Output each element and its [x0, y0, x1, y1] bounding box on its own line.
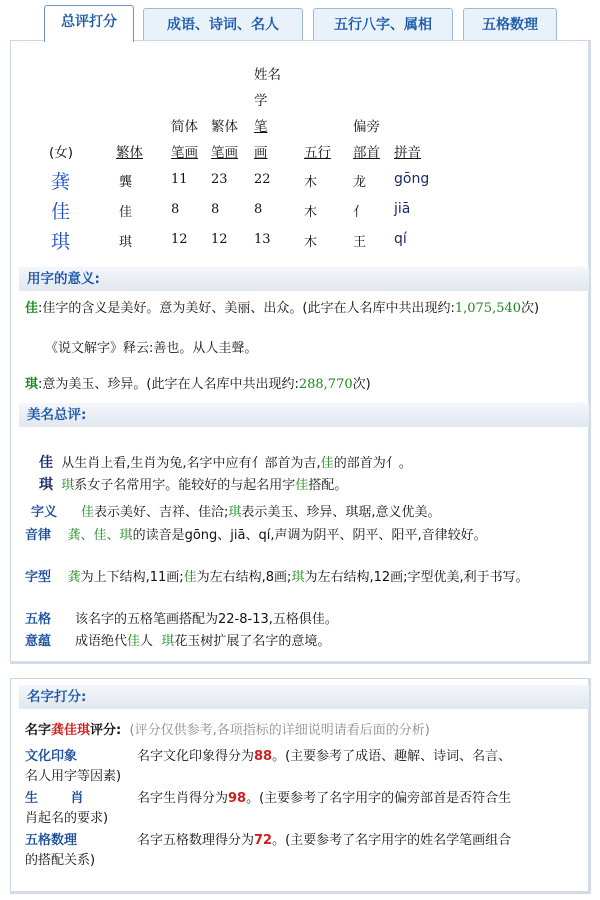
review-connotation-t1: 成语绝代	[75, 634, 128, 649]
simplified-strokes-1: 11	[171, 172, 188, 187]
review-shape-label: 字型	[25, 570, 52, 585]
meaning-jia-text-end: 次)	[521, 301, 540, 316]
meaning-jia-char: 佳	[25, 301, 39, 316]
header-name-strokes-4: 画	[254, 145, 268, 161]
review-rhythm-label: 音律	[25, 528, 52, 543]
header-name-strokes-3: 笔	[254, 119, 268, 135]
review-connotation-t3: 花玉树扩展了名字的意境。	[174, 634, 331, 649]
tab-five-grid[interactable]: 五格数理	[463, 8, 557, 41]
score-heading-prefix: 名字	[25, 723, 52, 738]
name-char-1: 龚	[51, 171, 71, 193]
score-zodiac-label: 生 肖	[25, 791, 98, 806]
header-simplified-1: 简体	[171, 119, 198, 135]
score-grid-t1: 名字五格数理得分为	[137, 833, 255, 848]
review-jia-line	[39, 453, 587, 474]
meaning-jia-text: :佳字的含义是美好。意为美好、美丽、出众。(此字在人名库中共出现约:	[38, 301, 455, 316]
header-simplified-2: 笔画	[171, 145, 198, 161]
section-title-score: 名字打分:	[19, 685, 589, 709]
score-culture-value: 88	[254, 749, 273, 764]
review-jia-text2: 的部首为亻。	[333, 456, 412, 471]
review-connotation-t2: 人	[140, 634, 154, 649]
header-radical-1: 偏旁	[353, 119, 380, 135]
score-culture-t2: 。(主要参考了成语、趣解、诗词、名言、名人用字等因素)	[25, 749, 512, 784]
meaning-qi-text: :意为美玉、珍异。(此字在人名库中共出现约:	[38, 377, 299, 392]
review-connotation-hl2: 琪	[161, 634, 175, 649]
tab-overall-score[interactable]: 总评打分	[44, 5, 134, 42]
review-qi-hl2: 佳	[295, 478, 309, 493]
name-char-3: 琪	[51, 231, 71, 253]
review-meaning-hl2: 琪	[228, 505, 242, 520]
review-connotation-hl1: 佳	[127, 634, 141, 649]
section-title-review: 美名总评:	[19, 403, 589, 427]
simplified-strokes-2: 8	[171, 202, 180, 217]
review-shape-t1: 为上下结构,11画;	[80, 570, 184, 585]
review-qi-line	[39, 475, 587, 496]
score-zodiac-value: 98	[228, 791, 247, 806]
meaning-qi-count: 288,770	[298, 377, 353, 392]
score-zodiac-t1: 名字生肖得分为	[137, 791, 229, 806]
traditional-char-1: 龔	[119, 175, 133, 190]
tab-five-elements-zodiac[interactable]: 五行八字、属相	[313, 8, 453, 41]
header-name-strokes-1: 姓名	[254, 67, 281, 83]
simplified-strokes-3: 12	[171, 232, 188, 247]
review-qi-char: 琪	[39, 477, 53, 493]
gender-label: (女)	[49, 145, 74, 161]
tab-bar	[0, 0, 600, 40]
name-strokes-3: 13	[254, 232, 271, 247]
review-connotation-label: 意蕴	[25, 634, 52, 649]
review-meaning-t2: 表示美玉、珍异、琪琚,意义优美。	[241, 505, 441, 520]
review-qi-text2: 搭配。	[308, 478, 348, 493]
review-grid-label: 五格	[25, 612, 52, 627]
review-meaning-hl1: 佳	[81, 505, 95, 520]
review-shape-hl1: 龚	[67, 570, 81, 585]
score-card	[10, 678, 591, 894]
review-jia-text1: 从生肖上看,生肖为兔,名字中应有亻部首为吉,	[61, 456, 321, 471]
review-grid-text: 该名字的五格笔画搭配为22-8-13,五格俱佳。	[75, 612, 338, 627]
element-2: 木	[304, 205, 318, 220]
score-culture-t1: 名字文化印象得分为	[137, 749, 255, 764]
meaning-jia-paragraph	[25, 299, 581, 319]
pinyin-2: jiā	[394, 201, 411, 217]
review-rhythm-row	[25, 526, 581, 546]
header-five-elements: 五行	[304, 145, 331, 161]
traditional-strokes-2: 8	[211, 202, 220, 217]
traditional-char-3: 琪	[119, 235, 133, 250]
review-qi-hl1: 琪	[61, 478, 75, 493]
score-zodiac-t2: 。(主要参考了名字用字的偏旁部首是否符合生肖起名的要求)	[25, 791, 512, 826]
score-zodiac-text	[25, 789, 523, 829]
score-culture-text	[25, 747, 523, 787]
section-title-meaning: 用字的意义:	[19, 267, 589, 291]
score-grid-label: 五格数理	[25, 833, 78, 848]
review-rhythm-hl: 龚、佳、琪	[67, 528, 133, 543]
review-meaning-text	[81, 503, 579, 523]
review-qi-text1: 系女子名常用字。能较好的与起名用字	[74, 478, 296, 493]
meaning-qi-char: 琪	[25, 377, 39, 392]
review-shape-t3: 为左右结构,12画;字型优美,利于书写。	[304, 570, 529, 585]
review-meaning-t1: 表示美好、吉祥、佳洽;	[94, 505, 229, 520]
score-grid-value: 72	[254, 833, 273, 848]
traditional-strokes-3: 12	[211, 232, 228, 247]
name-char-2: 佳	[51, 201, 71, 223]
header-pinyin: 拼音	[394, 145, 421, 161]
review-shape-text	[25, 570, 529, 585]
element-1: 木	[304, 175, 318, 190]
meaning-jia-shuowen: 《说文解字》释云:善也。从人圭聲。	[45, 341, 258, 356]
review-meaning-label: 字义	[31, 505, 58, 520]
score-grid-text	[25, 831, 523, 871]
header-traditional: 繁体	[116, 145, 143, 161]
radical-2: 亻	[353, 205, 367, 220]
score-culture-label: 文化印象	[25, 749, 78, 764]
radical-1: 龙	[353, 175, 367, 190]
review-shape-hl2: 佳	[183, 570, 197, 585]
tab-idioms-poems-celebrities[interactable]: 成语、诗词、名人	[143, 8, 303, 41]
name-strokes-2: 8	[254, 202, 263, 217]
review-jia-hl: 佳	[320, 456, 334, 471]
pinyin-3: qí	[394, 231, 407, 247]
review-shape-row	[25, 568, 581, 588]
review-jia-char: 佳	[39, 455, 53, 471]
review-rhythm-t: 的读音是gōng、jiā、qí,声调为阴平、阴平、阳平,音律较好。	[132, 528, 487, 543]
meaning-qi-paragraph	[25, 375, 581, 395]
meaning-jia-count: 1,075,540	[454, 301, 522, 316]
pinyin-1: gōng	[394, 171, 430, 187]
header-name-strokes-2: 学	[254, 93, 268, 109]
traditional-strokes-1: 23	[211, 172, 228, 187]
header-trad-strokes-1: 繁体	[211, 119, 238, 135]
score-grid-t2: 。(主要参考了名字用字的姓名学笔画组合的搭配关系)	[25, 833, 512, 868]
traditional-char-2: 佳	[119, 205, 133, 220]
header-trad-strokes-2: 笔画	[211, 145, 238, 161]
score-heading	[25, 721, 581, 741]
review-shape-t2: 为左右结构,8画;	[196, 570, 292, 585]
element-3: 木	[304, 235, 318, 250]
review-connotation-text	[75, 632, 573, 652]
score-heading-note: (评分仅供参考,各项指标的详细说明请看后面的分析)	[129, 723, 430, 738]
meaning-qi-text-end: 次)	[352, 377, 371, 392]
header-radical-2: 部首	[353, 145, 380, 161]
radical-3: 王	[353, 235, 367, 250]
review-rhythm-text	[25, 528, 487, 543]
score-heading-suffix: 评分:	[90, 723, 122, 738]
score-heading-name: 龚佳琪	[51, 723, 91, 738]
name-strokes-1: 22	[254, 172, 271, 187]
review-shape-hl3: 琪	[291, 570, 305, 585]
analysis-card	[10, 40, 591, 664]
